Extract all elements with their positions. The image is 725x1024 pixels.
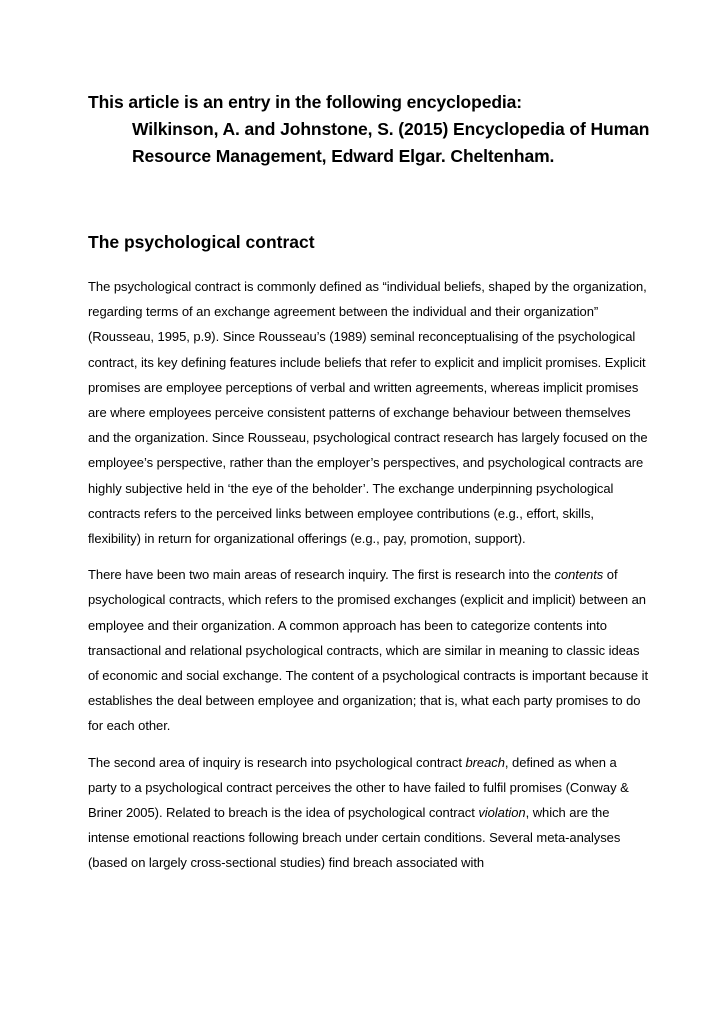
paragraph-3-emphasis-breach: breach bbox=[465, 754, 505, 770]
paragraph-2-text-b: of psychological contracts, which refers to the promised exchanges (explicit and implicit) between an employee and their organization. A common approach has been to categorize contents into transactional and relational psychological contracts, which are similar in meaning to classic ideas of economic and social exchange. The content of a psychological contracts is important because it establishes the deal between employee and organization; that is, what each party promises to do for each other. bbox=[88, 567, 649, 734]
body-text bbox=[88, 274, 648, 887]
paragraph-2-text-a: There have been two main areas of research inquiry. The first is research into the bbox=[88, 567, 555, 583]
section-title: The psychological contract bbox=[88, 232, 315, 252]
paragraph-3-text-a: The second area of inquiry is research into psychological contract bbox=[88, 754, 466, 770]
header-citation-line2: Resource Management, Edward Elgar. Cheltenham. bbox=[132, 146, 555, 166]
paragraph-2 bbox=[88, 562, 648, 738]
paragraph-2-emphasis: contents bbox=[554, 567, 604, 583]
encyclopedia-header bbox=[88, 89, 688, 170]
paragraph-3-text-b: , defined as when a party to a psychological contract perceives the other to have failed to fulfil promises (Conway & Briner 2005). Related to breach is the idea of psychological contract bbox=[88, 754, 629, 821]
header-citation-line1: Wilkinson, A. and Johnstone, S. (2015) Encyclopedia of Human bbox=[132, 119, 650, 139]
paragraph-3 bbox=[88, 750, 648, 876]
header-intro: This article is an entry in the following encyclopedia: bbox=[88, 92, 523, 112]
paragraph-3-emphasis-violation: violation bbox=[478, 805, 526, 821]
paragraph-3-text-c: , which are the intense emotional reactions following breach under certain conditions. Several meta-analyses (based on largely cross-sectional studies) find breach associated with bbox=[88, 805, 621, 871]
paragraph-1: The psychological contract is commonly defined as “individual beliefs, shaped by the organization, regarding terms of an exchange agreement between the individual and their organization” (Rousseau, 1995, p.9). Since Rousseau’s (1989) seminal reconceptualising of the psychological contract, its key defining features include beliefs that refer to explicit and implicit promises. Explicit promises are employee perceptions of verbal and written agreements, whereas implicit promises are where employees perceive consistent patterns of exchange behaviour between themselves and the organization. Since Rousseau, psychological contract research has largely focused on the employee’s perspective, rather than the employer’s perspectives, and psychological contracts are highly subjective held in ‘the eye of the beholder’. The exchange underpinning psychological contracts refers to the perceived links between employee contributions (e.g., effort, skills, flexibility) in return for organizational offerings (e.g., pay, promotion, support). bbox=[88, 279, 648, 547]
